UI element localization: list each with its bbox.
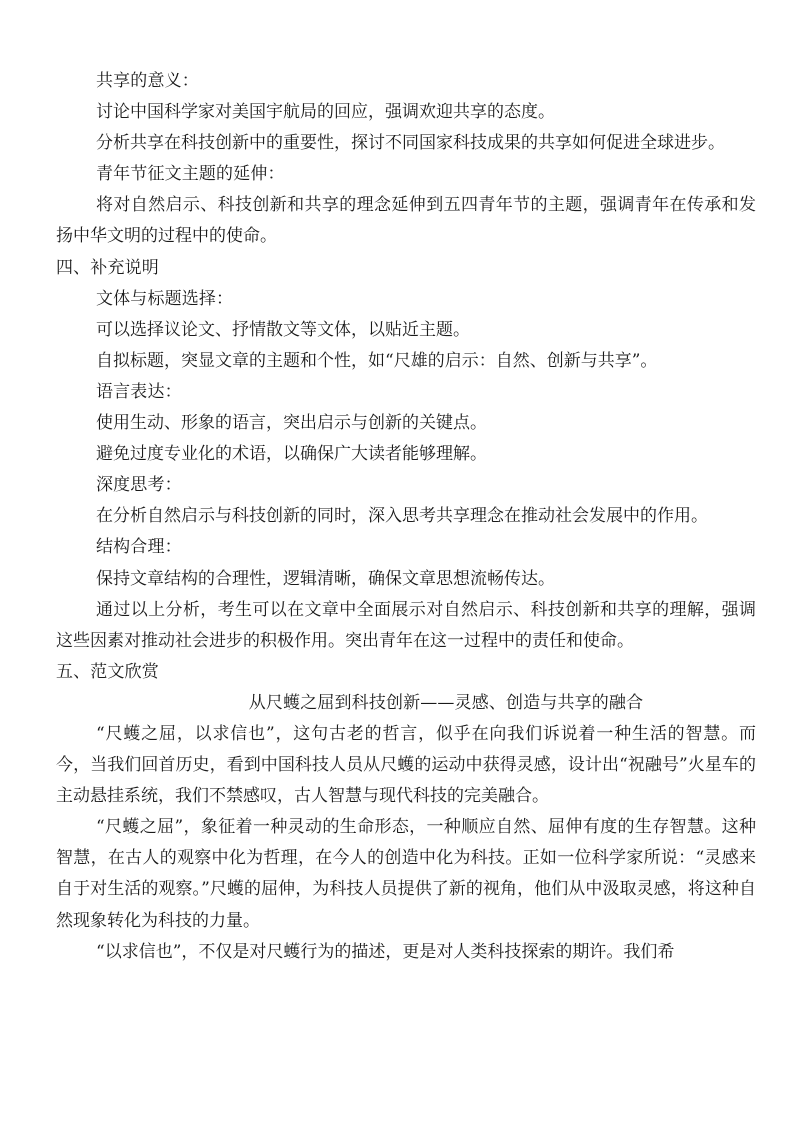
essay-paragraph: “尺蠖之屈，以求信也”，这句古老的哲言，似乎在向我们诉说着一种生活的智慧。而今，当我们回首历史，看到中国科技人员从尺蠖的运动中获得灵感，设计出“祝融号”火星车的主动悬挂系统，我们不禁感叹，古人智慧与现代科技的完美融合。 <box>56 723 756 807</box>
paragraph: 分析共享在科技创新中的重要性，探讨不同国家科技成果的共享如何促进全球进步。 <box>96 133 725 154</box>
essay-paragraph: “以求信也”，不仅是对尺蠖行为的描述，更是对人类科技探索的期许。我们希 <box>96 941 675 962</box>
section-heading-5: 五、范文欣赏 <box>56 661 159 682</box>
subheading-language: 语言表达： <box>96 381 182 402</box>
subheading-depth: 深度思考： <box>96 475 182 496</box>
document-body <box>56 66 756 968</box>
subheading-style-title: 文体与标题选择： <box>96 288 234 309</box>
subheading-youth-theme: 青年节征文主题的延伸： <box>96 164 285 185</box>
subheading-sharing-meaning: 共享的意义： <box>96 71 199 91</box>
paragraph: 使用生动、形象的语言，突出启示与创新的关键点。 <box>96 413 487 434</box>
paragraph: 保持文章结构的合理性，逻辑清晰，确保文章思想流畅传达。 <box>96 568 555 589</box>
paragraph: 避免过度专业化的术语，以确保广大读者能够理解。 <box>96 444 487 465</box>
subheading-structure: 结构合理： <box>96 537 182 558</box>
paragraph: 可以选择议论文、抒情散文等文体，以贴近主题。 <box>96 319 470 340</box>
paragraph: 将对自然启示、科技创新和共享的理念延伸到五四青年节的主题，强调青年在传承和发扬中华文明的过程中的使命。 <box>56 195 756 247</box>
paragraph: 在分析自然启示与科技创新的同时，深入思考共享理念在推动社会发展中的作用。 <box>96 506 708 527</box>
paragraph: 通过以上分析，考生可以在文章中全面展示对自然启示、科技创新和共享的理解，强调这些因素对推动社会进步的积极作用。突出青年在这一过程中的责任和使命。 <box>56 599 756 651</box>
paragraph: 讨论中国科学家对美国宇航局的回应，强调欢迎共享的态度。 <box>96 102 555 123</box>
paragraph: 自拟标题，突显文章的主题和个性，如“尺雄的启示：自然、创新与共享”。 <box>96 350 658 371</box>
essay-paragraph: “尺蠖之屈”，象征着一种灵动的生命形态，一种顺应自然、屈伸有度的生存智慧。这种智慧，在古人的观察中化为哲理，在今人的创造中化为科技。正如一位科学家所说：“灵感来自于对生活的观察。”尺蠖的屈伸，为科技人员提供了新的视角，他们从中汲取灵感，将这种自然现象转化为科技的力量。 <box>56 817 756 931</box>
section-heading-4: 四、补充说明 <box>56 257 159 278</box>
essay-title: 从尺蠖之屈到科技创新——灵感、创造与共享的融合 <box>248 692 644 713</box>
